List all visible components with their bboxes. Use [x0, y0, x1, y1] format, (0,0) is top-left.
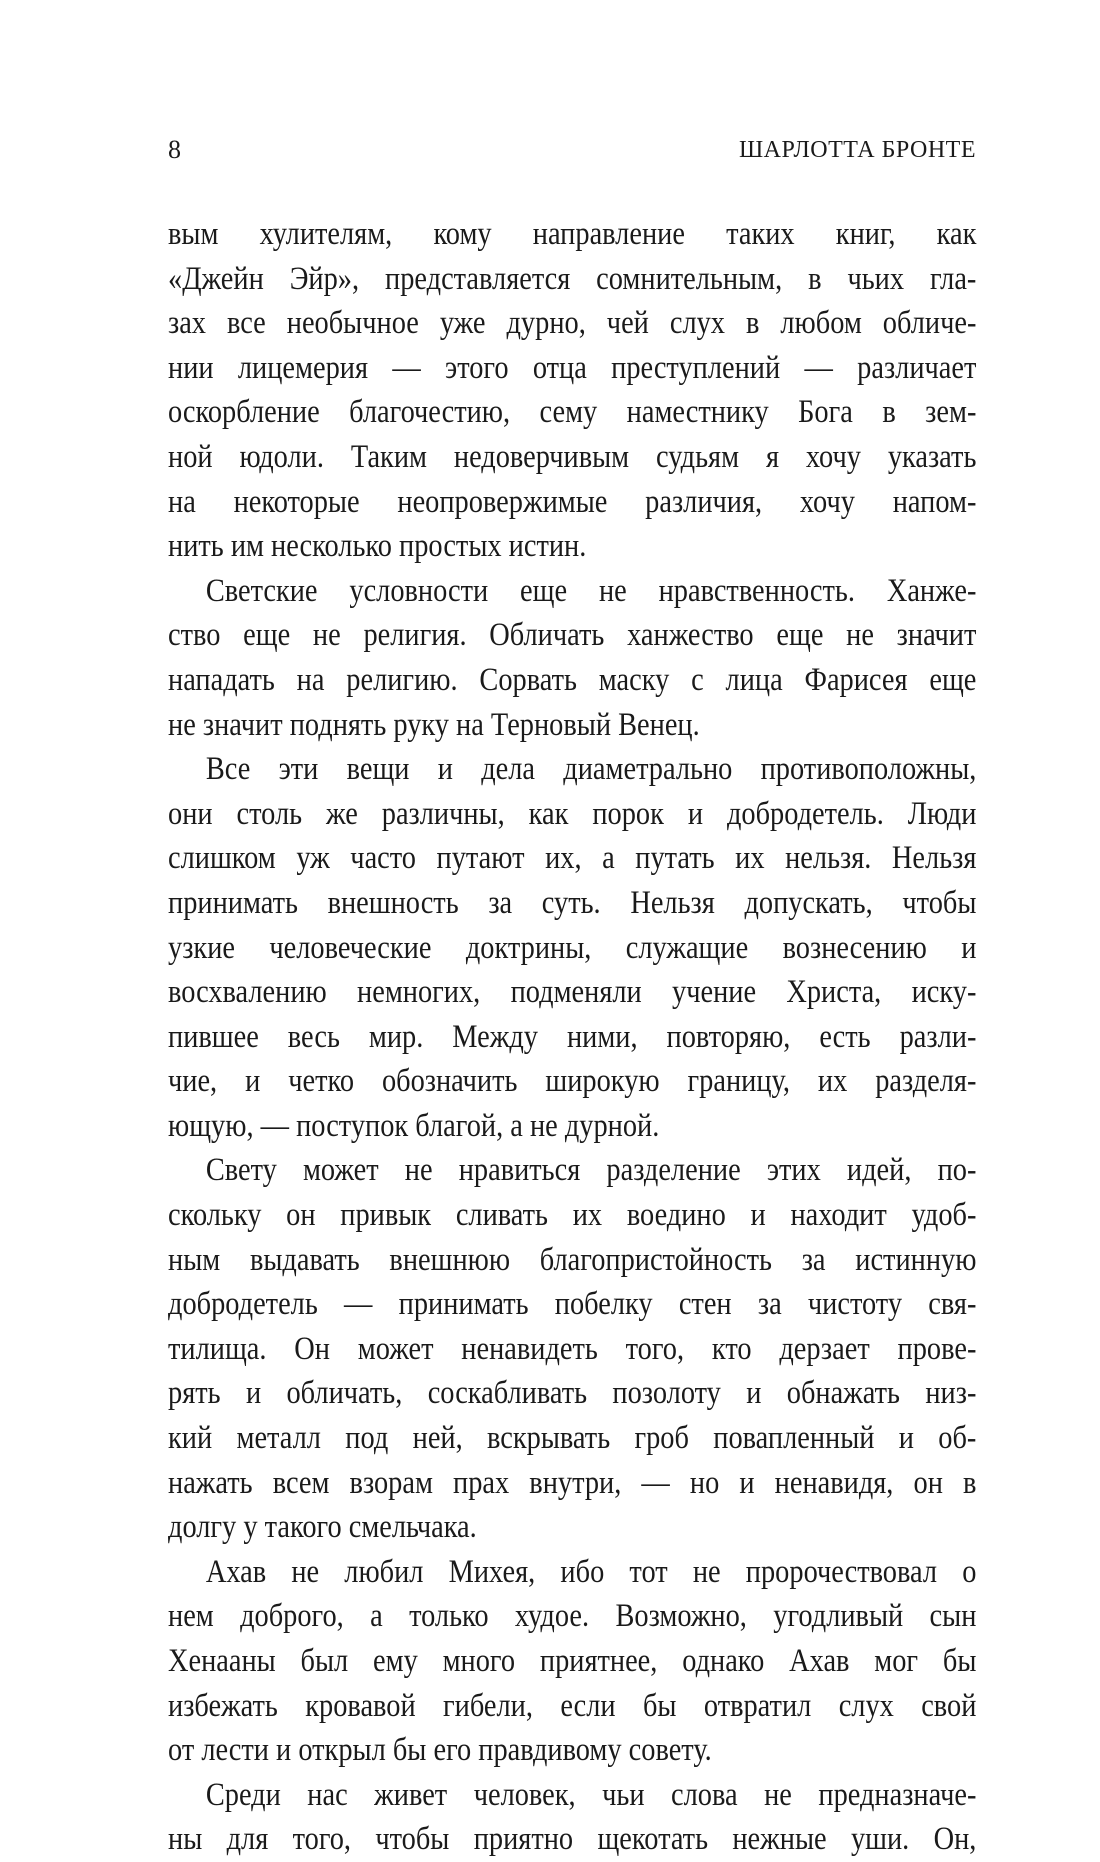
text-line: Хенааны был ему много приятнее, однако Ахав мог бы: [168, 1643, 977, 1679]
text-line: на некоторые неопровержимые различия, хочу напом-: [168, 483, 977, 520]
text-line: избежать кровавой гибели, если бы отвратил слух свой: [168, 1687, 977, 1724]
text-line: Свету может не нравиться разделение этих идей, по-: [205, 1152, 977, 1189]
text-line: ной юдоли. Таким недоверчивым судьям я хочу указать: [168, 438, 977, 475]
running-header: [168, 135, 976, 165]
text-line: они столь же различны, как порок и добродетель. Люди: [168, 795, 977, 832]
paragraph: [168, 212, 976, 569]
paragraph: [168, 1773, 976, 1862]
text-line: от лести и открыл бы его правдивому совету.: [168, 1732, 712, 1769]
text-line: Среди нас живет человек, чьи слова не предназначе-: [205, 1776, 977, 1813]
text-line: скольку он привык сливать их воедино и находит удоб-: [168, 1197, 977, 1234]
paragraph: [168, 747, 976, 1148]
text-line: восхвалению немногих, подменяли учение Христа, иску-: [168, 974, 977, 1011]
text-line: ющую, — поступок благой, а не дурной.: [168, 1107, 660, 1144]
text-line: кий металл под ней, вскрывать гроб повапленный и об-: [168, 1420, 977, 1457]
text-line: ным выдавать внешнюю благопристойность за истинную: [168, 1241, 977, 1278]
text-line: слишком уж часто путают их, а путать их нельзя. Нельзя: [168, 840, 977, 877]
text-line: Все эти вещи и дела диаметрально противоположны,: [205, 751, 977, 788]
paragraph: [168, 1148, 976, 1549]
text-line: вым хулителям, кому направление таких книг, как: [168, 216, 977, 252]
text-line: долгу у такого смельчака.: [168, 1509, 477, 1546]
paragraph: [168, 1550, 976, 1773]
text-line: нить им несколько простых истин.: [168, 528, 587, 565]
paragraph: [168, 569, 976, 747]
text-line: добродетель — принимать побелку стен за чистоту свя-: [168, 1286, 977, 1323]
text-line: Ахав не любил Михея, ибо тот не пророчествовал о: [205, 1553, 977, 1590]
text-line: нажать всем взорам прах внутри, — но и ненавидя, он в: [168, 1464, 977, 1501]
text-line: чие, и четко обозначить широкую границу, их разделя-: [168, 1063, 977, 1100]
text-line: оскорбление благочестию, сему наместнику Бога в зем-: [168, 394, 977, 431]
body-text: [168, 212, 976, 1862]
text-line: ство еще не религия. Обличать ханжество еще не значит: [168, 617, 977, 654]
text-line: нем доброго, а только худое. Возможно, угодливый сын: [168, 1598, 977, 1635]
text-line: рять и обличать, соскабливать позолоту и обнажать низ-: [168, 1375, 977, 1412]
text-line: не значит поднять руку на Терновый Венец.: [168, 706, 700, 743]
page-number: 8: [168, 135, 181, 164]
text-line: нии лицемерия — этого отца преступлений — различает: [168, 349, 977, 386]
text-line: узкие человеческие доктрины, служащие вознесению и: [168, 929, 977, 966]
text-line: нападать на религию. Сорвать маску с лица Фарисея еще: [168, 661, 977, 698]
text-line: принимать внешность за суть. Нельзя допускать, чтобы: [168, 884, 977, 921]
text-line: ны для того, чтобы приятно щекотать нежные уши. Он,: [168, 1821, 977, 1858]
text-line: пившее весь мир. Между ними, повторяю, есть разли-: [168, 1018, 977, 1055]
text-line: «Джейн Эйр», представляется сомнительным, в чьих гла-: [168, 260, 977, 297]
running-title: ШАРЛОТТА БРОНТЕ: [738, 137, 976, 163]
text-line: зах все необычное уже дурно, чей слух в любом обличе-: [168, 305, 977, 342]
text-line: Светские условности еще не нравственность. Ханже-: [205, 572, 977, 609]
text-line: тилища. Он может ненавидеть того, кто дерзает прове-: [168, 1330, 977, 1367]
